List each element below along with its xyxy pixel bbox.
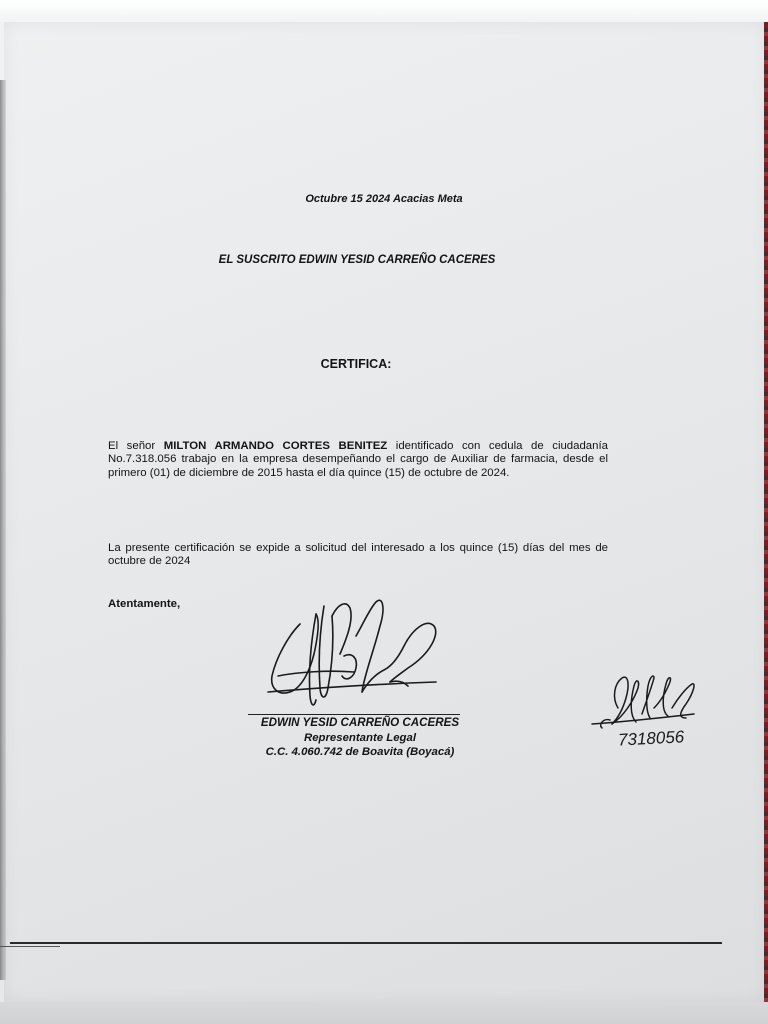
signature-number: 7318056 bbox=[617, 727, 685, 750]
certifica-title: CERTIFICA: bbox=[320, 357, 392, 371]
closing-text: Atentamente, bbox=[108, 598, 181, 610]
signer-id: C.C. 4.060.742 de Boavita (Boyacá) bbox=[265, 746, 455, 758]
photo-top-edge bbox=[0, 0, 768, 22]
document-page bbox=[4, 22, 766, 1002]
page-bottom-rule-left bbox=[0, 946, 60, 947]
signer-block bbox=[232, 716, 488, 760]
signature-secondary bbox=[590, 668, 720, 752]
paragraph-body: identificado con cedula de ciudadanía No.7.318.056 trabajo en la empresa desempeñando el cargo de Auxiliar de farmacia, desde el primero (01) de diciembre de 2015 hasta el día quince (15) de octubre de 2024. bbox=[108, 440, 608, 479]
signer-name: EDWIN YESID CARREÑO CACERES bbox=[260, 716, 460, 729]
signer-role: Representante Legal bbox=[303, 731, 417, 744]
page-left-shadow bbox=[0, 80, 6, 980]
page-bottom-rule bbox=[10, 942, 722, 944]
signature-main bbox=[258, 596, 448, 716]
page-right-edge bbox=[764, 22, 768, 1002]
photo-bottom-edge bbox=[0, 1002, 768, 1024]
date-line: Octubre 15 2024 Acacias Meta bbox=[305, 193, 463, 205]
heading-suscrito: EL SUSCRITO EDWIN YESID CARREÑO CACERES bbox=[218, 254, 496, 266]
certification-paragraph bbox=[108, 440, 608, 480]
issuance-paragraph: La presente certificación se expide a solicitud del interesado a los quince (15) días del mes de octubre de 2024 bbox=[108, 542, 608, 568]
paragraph-lead: El señor bbox=[108, 440, 164, 452]
employee-name: MILTON ARMANDO CORTES BENITEZ bbox=[163, 440, 388, 452]
signature-line bbox=[248, 714, 460, 715]
